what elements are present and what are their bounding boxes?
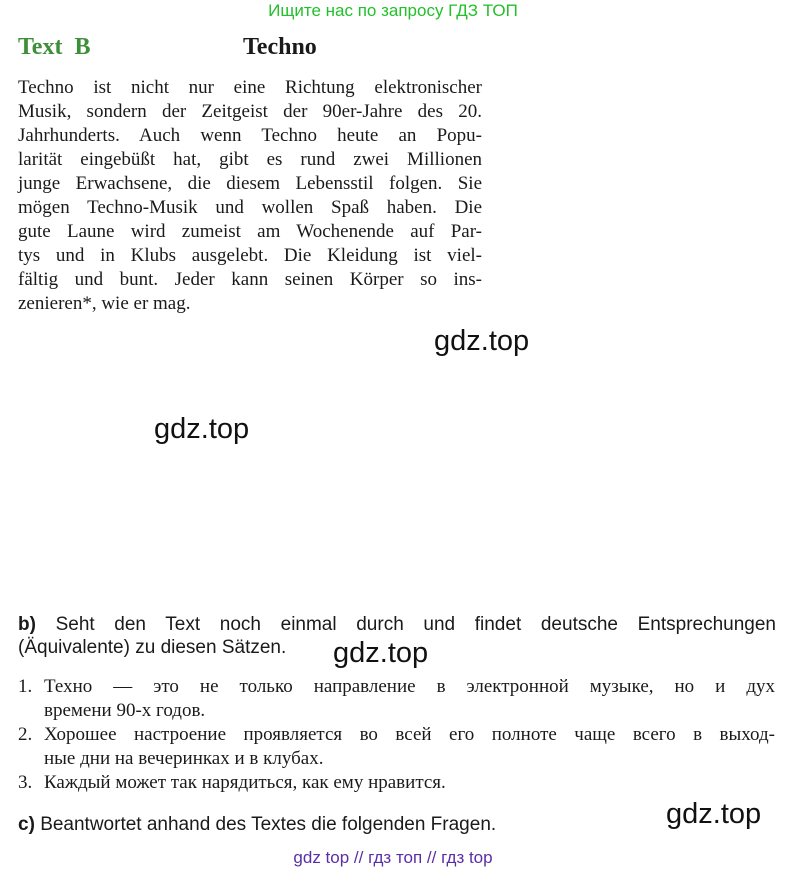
article-line: gute Laune wird zumeist am Wochenende auf Par- <box>18 221 482 242</box>
article-line: junge Erwachsene, die diesem Lebensstil folgen. Sie <box>18 173 482 194</box>
article-line: mögen Techno-Musik und wollen Spaß haben. Die <box>18 197 482 218</box>
task-c-line <box>18 813 638 836</box>
list-item <box>18 771 775 795</box>
article-line: tys und in Klubs ausgelebt. Die Kleidung ist viel- <box>18 245 482 266</box>
list-item <box>18 675 775 723</box>
list-line: Техно — это не только направление в электронной музыке, но и дух <box>44 676 775 697</box>
footer-links: gdz top // гдз топ // гдз top <box>293 848 493 867</box>
task-b-text: Seht den Text noch einmal durch und findet deutsche Entsprechungen <box>55 614 776 635</box>
watermark: gdz.top <box>666 798 762 830</box>
watermark: gdz.top <box>333 637 429 669</box>
article-line: Musik, sondern der Zeitgeist der 90er-Jahre des 20. <box>18 101 482 122</box>
list-line: Хорошее настроение проявляется во всей его полноте чаще всего в выход- <box>44 724 775 745</box>
article-line: fältig und bunt. Jeder kann seinen Körper so ins- <box>18 269 482 290</box>
article-line: larität eingebüßt hat, gibt es rund zwei Millionen <box>18 149 482 170</box>
task-c-text: Beantwortet anhand des Textes die folgenden Fragen. <box>40 814 497 835</box>
article-body <box>18 76 482 316</box>
search-banner: Ищите нас по запросу ГДЗ ТОП <box>268 1 518 20</box>
task-b-marker: b) <box>18 614 36 635</box>
task-c-marker: c) <box>18 814 35 835</box>
list-number: 2. <box>18 724 33 745</box>
watermark: gdz.top <box>434 325 530 357</box>
list-line: времени 90-х годов. <box>44 700 206 721</box>
list-line: ные дни на вечеринках и в клубах. <box>44 748 324 769</box>
list-number: 1. <box>18 676 33 697</box>
article-line: zenieren*, wie er mag. <box>18 293 191 314</box>
task-c <box>18 813 638 836</box>
article-line: Jahrhunderts. Auch wenn Techno heute an Popu- <box>18 125 482 146</box>
sentence-list <box>18 675 775 795</box>
list-number: 3. <box>18 772 33 793</box>
list-item <box>18 723 775 771</box>
list-line: Каждый может так нарядиться, как ему нравится. <box>44 772 446 793</box>
watermark: gdz.top <box>154 413 250 445</box>
article-title: Techno <box>243 34 317 60</box>
task-b-line <box>18 613 776 636</box>
task-b-line: (Äquivalente) zu diesen Sätzen. <box>18 637 287 658</box>
text-label: Text B <box>18 34 91 60</box>
article-line: Techno ist nicht nur eine Richtung elektronischer <box>18 77 482 98</box>
